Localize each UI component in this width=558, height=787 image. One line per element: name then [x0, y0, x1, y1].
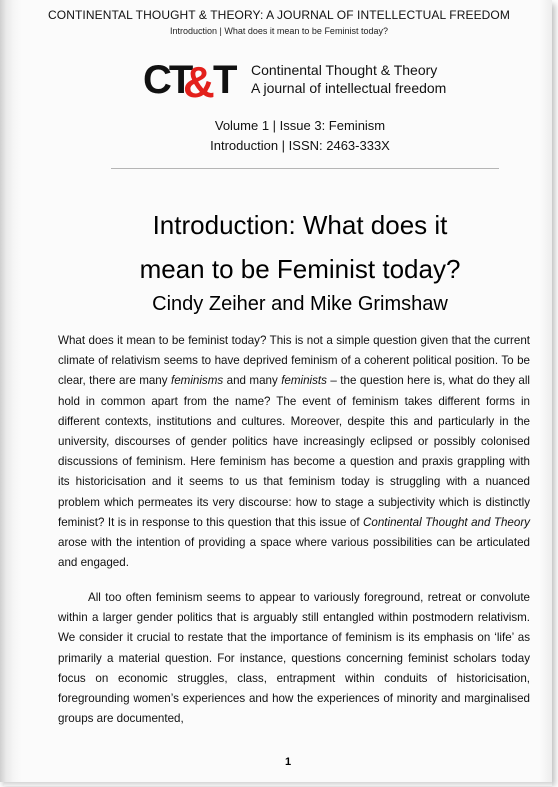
- svg-text:CT: CT: [143, 58, 191, 102]
- emphasis-journal-name: Continental Thought and Theory: [363, 515, 530, 529]
- running-title: Introduction | What does it mean to be Feminist today?: [170, 26, 388, 36]
- journal-header-title: CONTINENTAL THOUGHT & THEORY: A JOURNAL OF INTELLECTUAL FREEDOM: [48, 8, 510, 22]
- issn-line: Introduction | ISSN: 2463-333X: [210, 138, 390, 153]
- svg-text:T: T: [213, 58, 238, 102]
- article-title-line-2: mean to be Feminist today?: [139, 254, 461, 284]
- journal-logo: [143, 55, 463, 103]
- header-divider: [111, 168, 499, 169]
- ctt-logo-mark: [143, 55, 247, 103]
- article-authors: Cindy Zeiher and Mike Grimshaw: [152, 293, 448, 315]
- logo-journal-name: Continental Thought & Theory: [251, 62, 438, 78]
- page-edge: [4, 782, 552, 786]
- svg-text:&: &: [183, 58, 215, 103]
- emphasis-feminisms: feminisms: [171, 374, 224, 388]
- body-paragraph-1: What does it mean to be feminist today? This is not a simple question given that the current climate of relativism seems to have deprived feminism of a coherent political position. To be clear, there are many feminisms and many feminists – the question here is, what do they all hold in common apart from the name? The event of feminism takes different forms in different contexts, institutions and cultures. Moreover, despite this and particularly in the university, discourses of gender politics have increasingly eclipsed or possibly colonised discussions of feminism. Here feminism has become a question and praxis grappling with its historicisation and it seems to us that feminism today is struggling with a nuanced problem which permeates its very discourse: how to stage a subjectivity which is distinctly feminist? It is in response to this question that this issue of Continental Thought and Theory arose with the intention of providing a space where various possibilities can be articulated and engaged.: [58, 334, 530, 570]
- body-paragraph-2: All too often feminism seems to appear to variously foreground, retreat or convolute within a larger gender politics that is arguably still entangled within postmodern relativism. We consider it crucial to restate that the importance of feminism is its emphasis on ‘life’ as primarily a material question. For instance, questions concerning feminist scholars today focus on economic struggles, class, entrapment within conduits of historicisation, foregrounding women’s experiences and how the experiences of minority and marginalised groups are documented,: [58, 591, 530, 726]
- page-number: 1: [285, 756, 292, 768]
- emphasis-feminists: feminists: [281, 374, 327, 388]
- article-title-line-1: Introduction: What does it: [152, 210, 448, 240]
- volume-issue-line: Volume 1 | Issue 3: Feminism: [214, 118, 386, 133]
- logo-tagline: A journal of intellectual freedom: [251, 80, 447, 96]
